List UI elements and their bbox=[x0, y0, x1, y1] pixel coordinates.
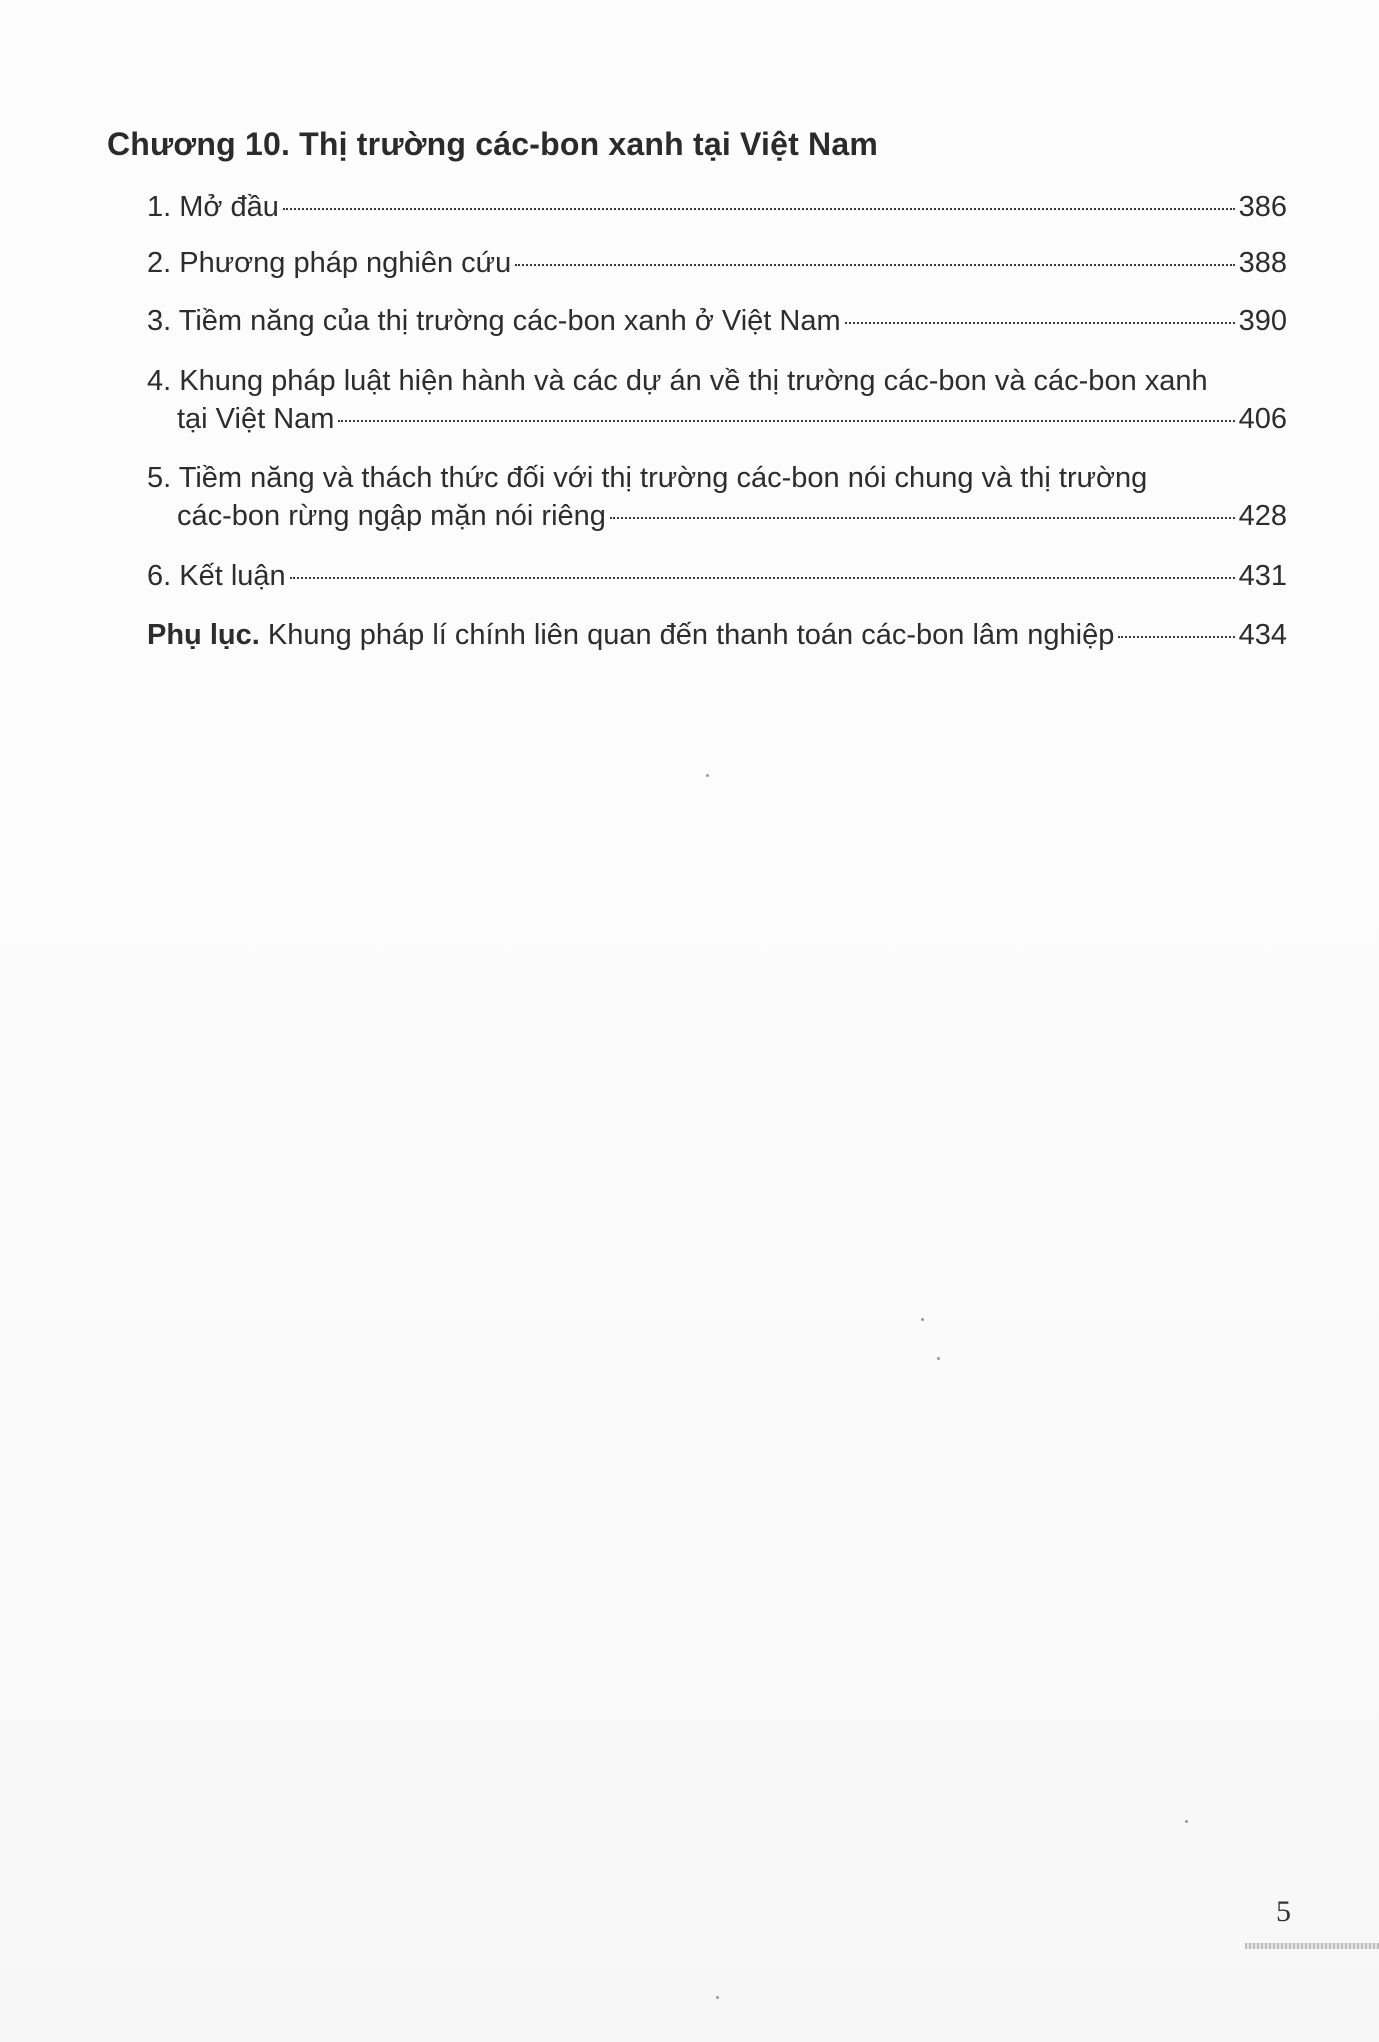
dot-leader bbox=[515, 264, 1234, 266]
chapter-title: Chương 10. Thị trường các-bon xanh tại Việt Nam bbox=[107, 126, 878, 162]
scan-speck bbox=[1185, 1820, 1188, 1823]
toc-entry-text: 1. Mở đầu bbox=[147, 191, 279, 223]
toc-entry-text: 2. Phương pháp nghiên cứu bbox=[147, 247, 512, 279]
toc-page-number: 431 bbox=[1238, 560, 1287, 592]
toc-entry-3[interactable] bbox=[147, 302, 1287, 340]
toc-entry-text-line2: các-bon rừng ngập mặn nói riêng bbox=[177, 500, 606, 532]
toc-entry-5[interactable] bbox=[147, 459, 1287, 535]
toc-page-number: 434 bbox=[1238, 619, 1287, 651]
footer-rule bbox=[1245, 1943, 1379, 1949]
toc-entry-text: 6. Kết luận bbox=[147, 560, 286, 592]
toc-entry-text-line1: 4. Khung pháp luật hiện hành và các dự án về thị trường các-bon và các-bon xanh bbox=[147, 365, 1208, 397]
dot-leader bbox=[283, 208, 1235, 210]
toc-entry-text: 3. Tiềm năng của thị trường các-bon xanh ở Việt Nam bbox=[147, 305, 841, 337]
scan-speck bbox=[716, 1996, 719, 1999]
appendix-text: Khung pháp lí chính liên quan đến thanh toán các-bon lâm nghiệp bbox=[267, 619, 1115, 651]
page-number: 5 bbox=[1276, 1895, 1291, 1928]
appendix-label: Phụ lục. bbox=[147, 619, 260, 651]
scan-speck bbox=[706, 774, 709, 777]
toc-entry-1[interactable] bbox=[147, 188, 1287, 226]
toc-entry-text-line1: 5. Tiềm năng và thách thức đối với thị trường các-bon nói chung và thị trường bbox=[147, 462, 1148, 494]
scan-speck bbox=[937, 1357, 940, 1360]
toc-page-number: 428 bbox=[1238, 500, 1287, 532]
toc-entry-4[interactable] bbox=[147, 362, 1287, 438]
toc-entry-2[interactable] bbox=[147, 244, 1287, 282]
dot-leader bbox=[845, 322, 1235, 324]
dot-leader bbox=[610, 517, 1235, 519]
toc-appendix[interactable] bbox=[147, 616, 1287, 654]
toc-page-number: 386 bbox=[1238, 191, 1287, 223]
dot-leader bbox=[1118, 636, 1234, 638]
toc-entry-text-line2: tại Việt Nam bbox=[177, 403, 335, 435]
scan-speck bbox=[921, 1318, 924, 1321]
toc-page-number: 390 bbox=[1238, 305, 1287, 337]
toc-page-number: 406 bbox=[1238, 403, 1287, 435]
dot-leader bbox=[338, 420, 1234, 422]
dot-leader bbox=[290, 577, 1235, 579]
toc-page-number: 388 bbox=[1238, 247, 1287, 279]
toc-entry-6[interactable] bbox=[147, 557, 1287, 595]
